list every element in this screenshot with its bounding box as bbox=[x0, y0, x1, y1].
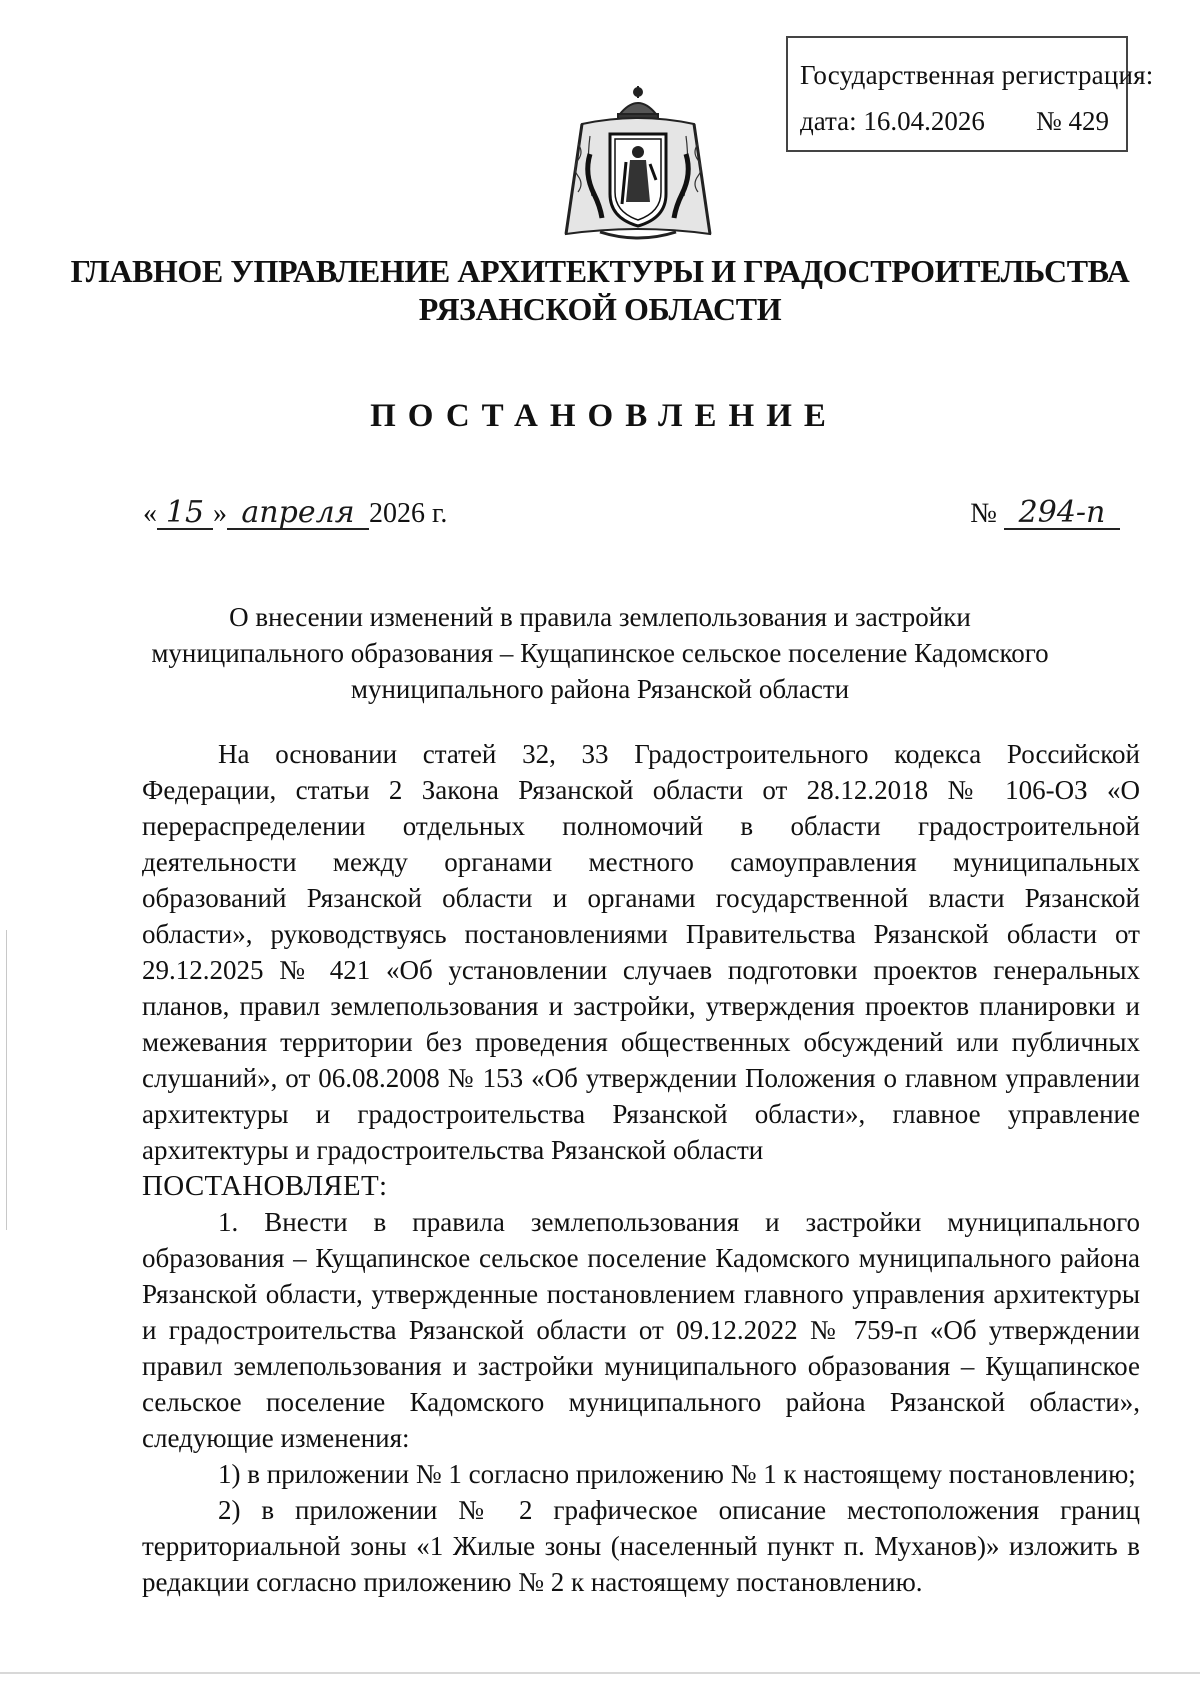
registration-number: № 429 bbox=[1036, 106, 1110, 136]
organization-name-line2: РЯЗАНСКОЙ ОБЛАСТИ bbox=[418, 291, 782, 327]
document-subject bbox=[140, 599, 1060, 707]
date-day: 15 bbox=[157, 498, 213, 530]
document-date bbox=[143, 495, 448, 530]
decree-word: ПОСТАНОВЛЯЕТ: bbox=[142, 1170, 388, 1202]
organization-name-line1: ГЛАВНОЕ УПРАВЛЕНИЕ АРХИТЕКТУРЫ И ГРАДОСТРОИТЕЛЬСТВА bbox=[70, 253, 1130, 289]
subject-line: О внесении изменений в правила землепользования и застройки bbox=[229, 602, 971, 632]
scan-artifact-left bbox=[6, 930, 7, 1230]
date-close-quote: » bbox=[213, 498, 227, 529]
scan-artifact-bottom bbox=[0, 1672, 1200, 1674]
sub-item-2-paragraph: 2) в приложении № 2 графическое описание местоположения границ территориальной зоны «1 Жилые зоны (населенный пункт п. Муханов)» изложить в редакции согласно приложению № 2 к настоящему постановлению. bbox=[142, 1495, 1140, 1597]
number-label: № bbox=[970, 498, 997, 529]
registration-title: Государственная регистрация: bbox=[800, 60, 1154, 90]
coat-of-arms-icon bbox=[560, 84, 716, 248]
document-body bbox=[142, 736, 1140, 1600]
subject-line: муниципального образования – Кущапинское сельское поселение Кадомского bbox=[151, 638, 1049, 668]
registration-date: дата: 16.04.2026 bbox=[800, 106, 985, 136]
subject-line: муниципального района Рязанской области bbox=[350, 674, 850, 704]
date-year: 2026 г. bbox=[369, 498, 448, 529]
date-open-quote: « bbox=[143, 498, 157, 529]
document-number bbox=[970, 495, 1120, 530]
date-month: апреля bbox=[227, 498, 369, 530]
preamble-paragraph: На основании статей 32, 33 Градостроительного кодекса Российской Федерации, статьи 2 Закона Рязанской области от 28.12.2018 № 106-ОЗ «О перераспределении отдельных полномочий в области градостроительной деятельности между органами местного самоуправления муниципальных образований Рязанской области и органами государственной власти Рязанской области», руководствуясь постановлениями Правительства Рязанской области от 29.12.2025 № 421 «Об установлении случаев подготовки проектов генеральных планов, правил землепользования и застройки, утверждения проектов планировки и межевания территории без проведения общественных обсуждений или публичных слушаний», от 06.08.2008 № 153 «Об утверждении Положения о главном управлении архитектуры и градостроительства Рязанской области», главное управление архитектуры и градостроительства Рязанской области bbox=[142, 739, 1140, 1165]
number-value: 294-п bbox=[1004, 498, 1120, 530]
item-1-paragraph: 1. Внести в правила землепользования и застройки муниципального образования – Кущапинское сельское поселение Кадомского муниципального района Рязанской области, утвержденные постановлением главного управления архитектуры и градостроительства Рязанской области от 09.12.2022 № 759-п «Об утверждении правил землепользования и застройки муниципального образования – Кущапинское сельское поселение Кадомского муниципального района Рязанской области», следующие изменения: bbox=[142, 1207, 1140, 1453]
document-title: ПОСТАНОВЛЕНИЕ bbox=[370, 398, 838, 434]
sub-item-1-paragraph: 1) в приложении № 1 согласно приложению № 1 к настоящему постановлению; bbox=[218, 1459, 1136, 1489]
